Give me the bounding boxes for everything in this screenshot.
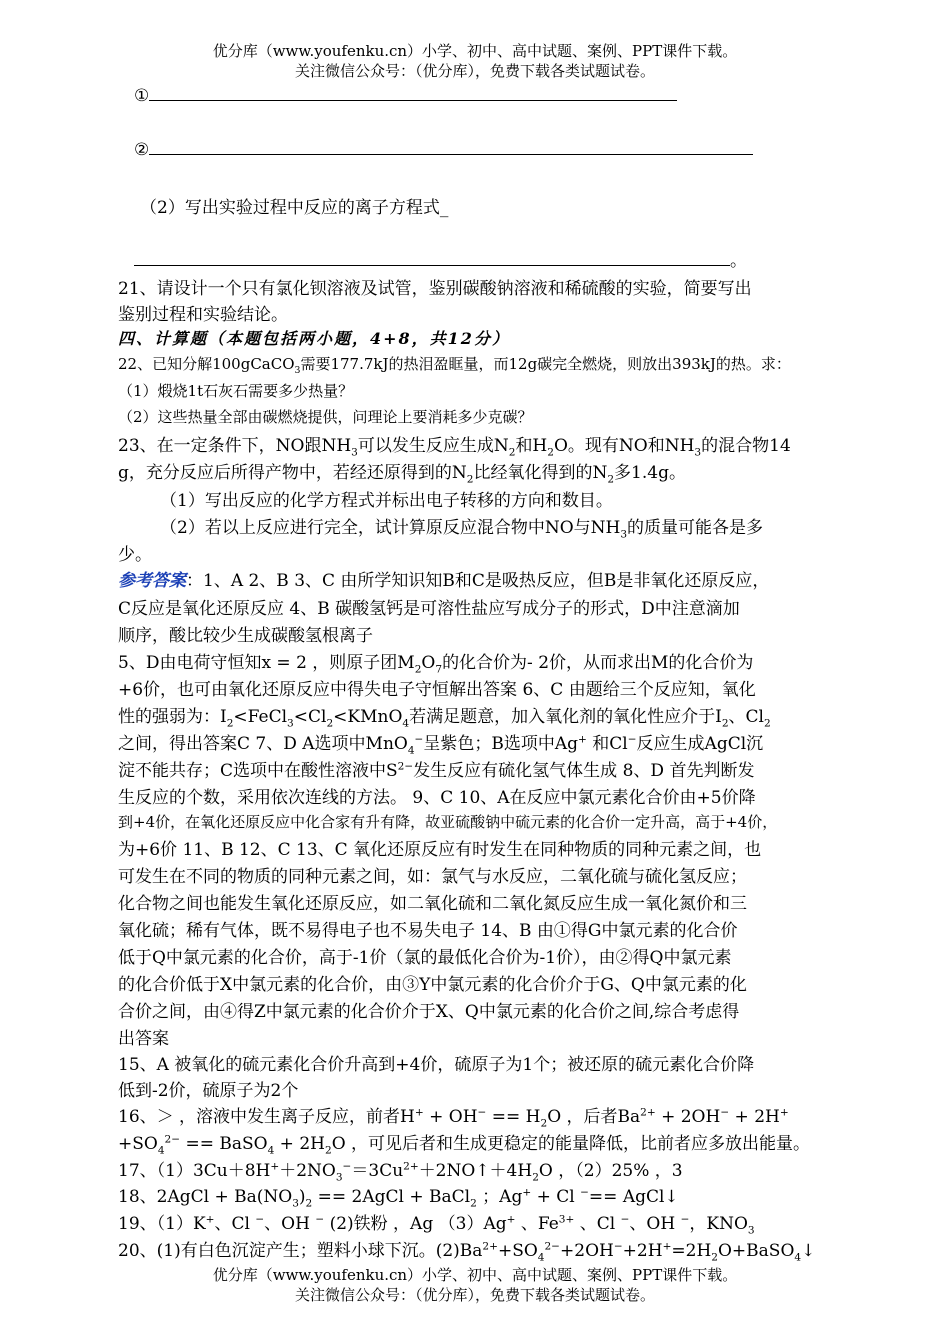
question-23-line-1: 23、在一定条件下，NO跟$NH_3$可以发生反应生成$N_2$和$H_2O$。现有NO和$NH_3$的混合物14 (118, 436, 791, 459)
answers-line-19: 15、A 被氧化的硫元素化合价升高到+4价，硫原子为1个；被还原的硫元素化合价降 (118, 1055, 755, 1075)
blank-1-line (149, 86, 677, 101)
answers-line-12: 可发生在不同的物质的同种元素之间，如：氯气与水反应，二氧化硫与硫化氢反应； (118, 867, 747, 887)
answers-line-10: 到+4价，在氧化还原反应中化合家有升有降，故亚硫酸钠中硫元素的化合价一定升高，高于+4价， (118, 813, 778, 831)
answers-line-2: C反应是氧化还原反应 4、B 碳酸氢钙是可溶性盐应写成分子的形式，D中注意滴加 (118, 599, 740, 619)
question-22-part-1: （1）煅烧1t石灰石需要多少热量？ (118, 382, 354, 400)
question-23-line-2: g，充分反应后所得产物中，若经还原得到的$N_2$比经氧化得到的$N_2$多1.4g。 (118, 463, 686, 486)
answer-blank-3 (134, 246, 747, 271)
answers-line-4: 5、D由电荷守恒知x = 2 ，则原子团$M_2O_7$的化合价为- 2价，从而求出M的化合价为 (118, 653, 754, 676)
answers-line-21: 16、＞ ，溶液中发生离子反应，前者$H^+ + OH^- == H_2O$ ，后者$Ba^{2+} + 2OH^- + 2H^+$ (118, 1106, 789, 1130)
answers-line-3: 顺序，酸比较少生成碳酸氢根离子 (118, 626, 373, 646)
answers-line-17: 合价之间，由④得Z中氯元素的化合价介于X、Q中氯元素的化合价之间,综合考虑得 (118, 1002, 740, 1022)
answers-line-7: 之间，得出答案C 7、D A选项中MnO$_4$−呈紫色；B选项中Ag+ 和Cl−反应生成AgCl沉 (118, 733, 764, 757)
answers-line-23: 17、$(1)3Cu+8H^++2NO_3^-=3Cu^{2+}+2NO↑+4H_2O$ ，（2）25% ，3 (118, 1160, 683, 1184)
answers-line-8: 淀不能共存；C选项中在酸性溶液中$S^{2-}$发生反应有硫化氢气体生成 8、D 首先判断发 (118, 760, 755, 781)
question-21-line-2: 鉴别过程和实验结论。 (118, 305, 288, 325)
question-23-line-5: 少。 (118, 545, 152, 565)
answers-line-13: 化合物之间也能发生氧化还原反应，如二氧化硫和二氧化氮反应生成一氧化氮价和三 (118, 894, 747, 914)
answers-line-5: +6价，也可由氧化还原反应中得失电子守恒解出答案 6、C 由题给三个反应知，氧化 (118, 680, 756, 700)
question-22-part-2: （2）这些热量全部由碳燃烧提供，问理论上要消耗多少克碳？ (118, 408, 533, 426)
end-mark: 。 (730, 251, 747, 271)
answers-line-25: 19、（1）K+、Cl −、OH − (2)铁粉 ，Ag （3）Ag+ 、$Fe^{3+}$ 、Cl −、OH −，$KNO_3$ (118, 1213, 755, 1237)
answers-line-24: 18、2AgCl + $Ba(NO_3)_2$ == 2AgCl + BaCl$_2$ ；Ag+ + Cl −== AgCl↓ (118, 1186, 679, 1210)
question-21-line-1: 21、请设计一个只有氯化钡溶液及试管，鉴别碳酸钠溶液和稀硫酸的实验，简要写出 (118, 279, 752, 299)
answers-line-20: 低到-2价，硫原子为2个 (118, 1081, 299, 1101)
answer-blank-1 (134, 86, 677, 106)
blank-2-label: ② (134, 140, 150, 160)
answers-line-16: 的化合价低于X中氯元素的化合价，由③Y中氯元素的化合价介于G、Q中氯元素的化 (118, 975, 747, 995)
header-line-2: 关注微信公众号：（优分库），免费下载各类试题试卷。 (294, 62, 655, 80)
question-22-line-1: 22、已知分解100gCaCO$_3$需要177.7kJ的热泪盈眶量，而12g碳完全燃烧，则放出393kJ的热。求： (118, 355, 791, 376)
blank-2-line (149, 140, 753, 155)
answers-line-15: 低于Q中氯元素的化合价，高于-1价（氯的最低化合价为-1价），由②得Q中氯元素 (118, 948, 732, 968)
answers-label: 参考答案 (118, 571, 186, 591)
header-line-1: 优分库（www.youfenku.cn）小学、初中、高中试题、案例、PPT课件下载。 (212, 42, 738, 60)
answers-line-9: 生反应的个数，采用依次连线的方法。 9、C 10、A在反应中氯元素化合价由+5价降 (118, 788, 756, 808)
answers-line-6: 性的强弱为：$I_2<FeCl_3<Cl_2<KMnO_4$若满足题意，加入氧化剂的氧化性应介于$I_2$、$Cl_2$ (118, 707, 771, 730)
blank-3-line (134, 251, 730, 266)
footer-line-2: 关注微信公众号：（优分库），免费下载各类试题试卷。 (294, 1286, 655, 1304)
answers-line-22: $+SO_4^{2-}$ == BaSO$_4$ + $2H_2O$ ，可见后者和生成更稳定的能量降低，比前者应多放出能量。 (118, 1133, 811, 1157)
blank-1-label: ① (134, 86, 150, 106)
answer-blank-2 (134, 140, 753, 160)
answers-line-18: 出答案 (118, 1029, 169, 1049)
footer-line-1: 优分库（www.youfenku.cn）小学、初中、高中试题、案例、PPT课件下载。 (212, 1266, 738, 1284)
answers-line-1: 参考答案：1、A 2、B 3、C 由所学知识知B和C是吸热反应，但B是非氧化还原反应， (118, 571, 770, 591)
question-23-part-1: （1）写出反应的化学方程式并标出电子转移的方向和数目。 (160, 491, 613, 511)
answers-line-26: 20、(1)有白色沉淀产生；塑料小球下沉。$(2)Ba^{2+}+SO_4^{2-}+2OH^-+2H^+=2H_2O+BaSO_4↓$ (118, 1240, 816, 1264)
question-23-part-2: （2）若以上反应进行完全，试计算原反应混合物中NO与$NH_3$的质量可能各是多 (160, 518, 764, 541)
question-20-part-2: （2）写出实验过程中反应的离子方程式_ (140, 198, 449, 218)
answers-line-11: 为+6价 11、B 12、C 13、C 氧化还原反应有时发生在同种物质的同种元素之间，也 (118, 840, 762, 860)
section-title: 四、计算题（本题包括两小题，4+8，共12分） (118, 329, 510, 348)
answers-line-14: 氧化硫；稀有气体，既不易得电子也不易失电子 14、B 由①得G中氯元素的化合价 (118, 921, 738, 941)
